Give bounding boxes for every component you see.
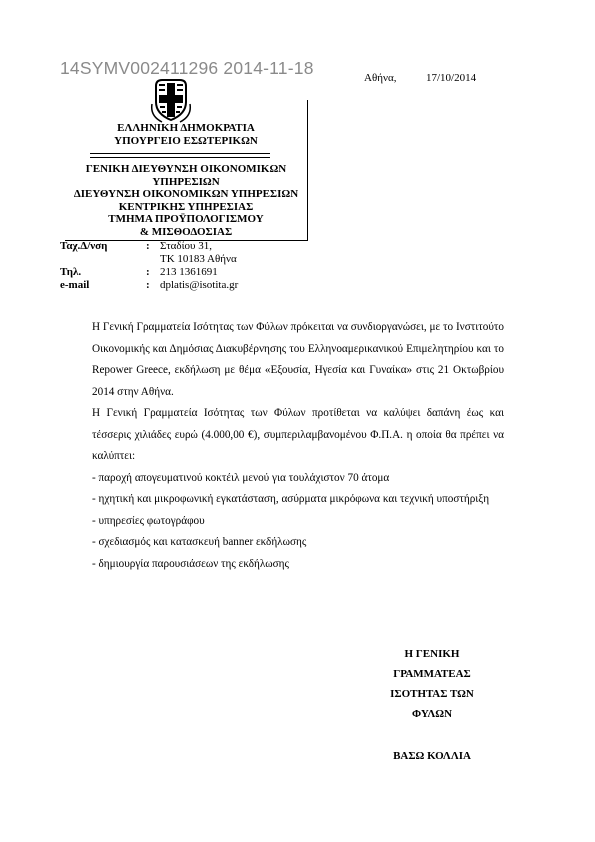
department-line: & ΜΙΣΘΟΔΟΣΙΑΣ [139,225,233,238]
separator: : [146,266,150,278]
date: 17/10/2014 [426,72,477,84]
list-item: - παροχή απογευματινού κοκτέιλ μενού για τουλάχιστον 70 άτομα [92,471,390,484]
address-line-1: Σταδίου 31, [160,240,212,252]
department-block [65,163,307,238]
body-paragraph: Η Γενική Γραμματεία Ισότητας των Φύλων πρόκειται να συνδιοργανώσει, με το Ινστιτούτο Οικονομικής και Δημόσιας Διακυβέρνησης του Ελληνοαμερικανικού Επιμελητηρίου και το Repower Greece, εκδήλωση με θέμα «Εξουσία, Ηγεσία και Γυναίκα» στις 21 Οκτωβρίου 2014 στην Αθήνα. [92,321,504,398]
list-item: - σχεδιασμός και κατασκευή banner εκδήλωσης [92,536,307,548]
place: Αθήνα, [364,72,397,84]
signature-title-line: ΙΣΟΤΗΤΑΣ ΤΩΝ [390,688,474,700]
contact-info [60,240,238,292]
republic-name: ΕΛΛΗΝΙΚΗ ΔΗΜΟΚΡΑΤΙΑ [117,122,255,134]
address-line-2: ΤΚ 10183 Αθήνα [160,253,237,265]
phone-number: 213 1361691 [160,266,218,278]
signature-title-line: ΓΡΑΜΜΑΤΕΑΣ [393,668,471,680]
list-item: - ηχητική και μικροφωνική εγκατάσταση, ασύρματα μικρόφωνα και τεχνική υποστήριξη [92,493,490,505]
department-line: ΚΕΝΤΡΙΚΗΣ ΥΠΗΡΕΣΙΑΣ [118,200,254,213]
department-line: ΥΠΗΡΕΣΙΩΝ [152,175,220,188]
list-item: - δημιουργία παρουσιάσεων της εκδήλωσης [92,557,289,570]
email-address: dplatis@isotita.gr [160,279,239,291]
signature-title-line: Η ΓΕΝΙΚΗ [404,648,460,660]
address-label: Ταχ.Δ/νση [60,240,108,252]
ministry-name: ΥΠΟΥΡΓΕΙΟ ΕΣΩΤΕΡΙΚΩΝ [114,134,258,147]
signature-title [372,644,492,724]
signatory-name: ΒΑΣΩ ΚΟΛΛΙΑ [393,750,471,762]
department-line: ΔΙΕΥΘΥΝΣΗ ΟΙΚΟΝΟΜΙΚΩΝ ΥΠΗΡΕΣΙΩΝ [73,188,299,200]
phone-label: Τηλ. [60,266,82,278]
separator: : [146,240,150,252]
signature-title-line: ΦΥΛΩΝ [411,708,453,720]
header-divider [90,153,270,158]
list-item: - υπηρεσίες φωτογράφου [92,514,205,527]
separator: : [146,279,150,291]
department-line: ΓΕΝΙΚΗ ΔΙΕΥΘΥΝΣΗ ΟΙΚΟΝΟΜΙΚΩΝ [85,163,287,175]
department-line: ΤΜΗΜΑ ΠΡΟΫΠΟΛΟΓΙΣΜΟΥ [108,213,264,225]
body-paragraph: Η Γενική Γραμματεία Ισότητας των Φύλων προτίθεται να καλύψει δαπάνη έως και τέσσερις χιλιάδες ευρώ (4.000,00 €), συμπεριλαμβανομένου Φ.Π.Α. η οποία θα πρέπει να καλύπτει: [92,407,504,462]
email-label: e-mail [60,279,90,291]
header-title [65,122,307,147]
document-id-watermark: 14SYMV002411296 2014-11-18 [60,58,314,78]
letter-body [92,317,504,575]
